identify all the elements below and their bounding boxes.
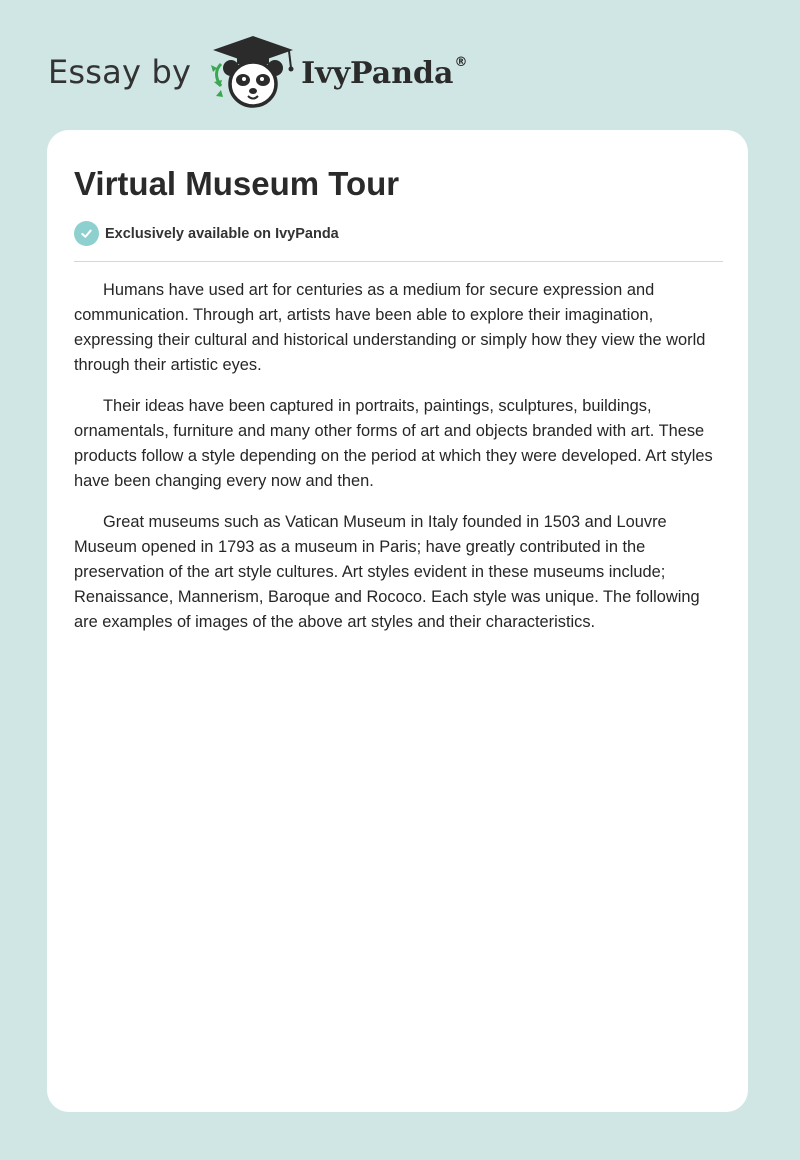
- title-divider: [74, 261, 723, 262]
- essay-card: [47, 130, 748, 1112]
- brand-name: IvyPanda®: [301, 55, 468, 91]
- page-title: Virtual Museum Tour: [74, 165, 400, 202]
- exclusive-badge-label: Exclusively available on IvyPanda: [105, 225, 339, 242]
- paragraph: Humans have used art for centuries as a medium for secure expression and communication. Through art, artists have been able to explore their imagination, expressing their cultural and historical understanding or simply how they view the world through their artistic eyes.: [74, 281, 706, 374]
- check-icon: [80, 227, 93, 240]
- brand-header[interactable]: [48, 34, 467, 110]
- check-circle-icon: [74, 221, 99, 246]
- registered-mark: ®: [454, 55, 468, 70]
- exclusive-badge: [74, 221, 339, 246]
- essay-body: [74, 278, 726, 651]
- panda-graduate-logo-icon: [207, 34, 299, 110]
- paragraph: Great museums such as Vatican Museum in Italy founded in 1503 and Louvre Museum opened in 1793 as a museum in Paris; have greatly contributed in the preservation of the art style cultures. Art styles evident in these museums include; Renaissance, Mannerism, Baroque and Rococo. Each style was unique. The following are examples of images of the above art styles and their characteristics.: [74, 513, 700, 631]
- brand-prefix: Essay by: [48, 53, 192, 91]
- paragraph: Their ideas have been captured in portraits, paintings, sculptures, buildings, ornamentals, furniture and many other forms of art and objects branded with art. These products follow a style depending on the period at which they were developed. Art styles have been changing every now and then.: [74, 397, 713, 490]
